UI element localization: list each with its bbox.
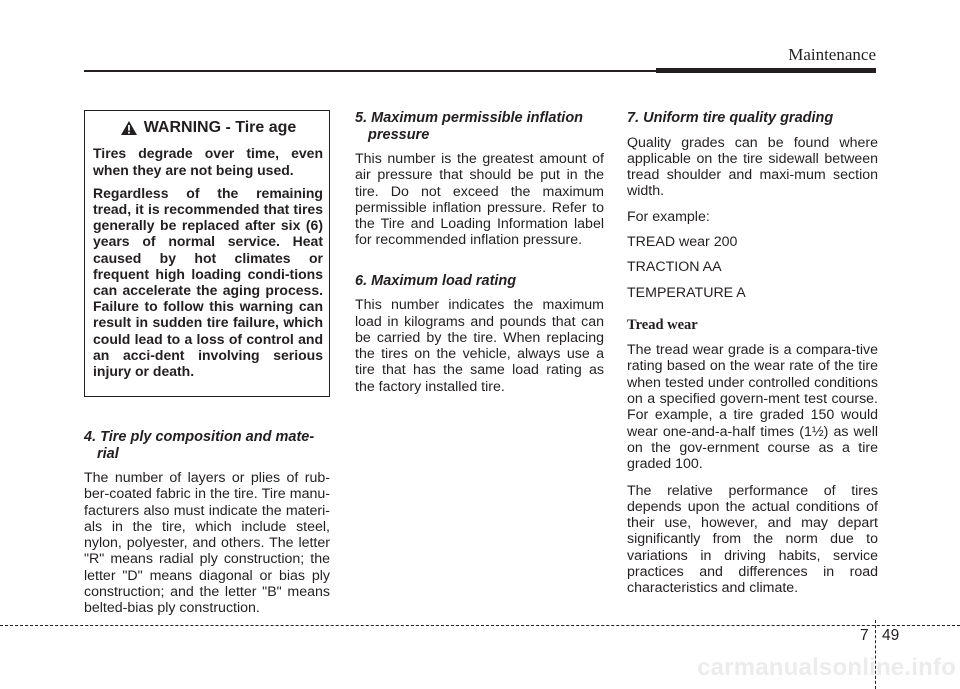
utqg-example: TEMPERATURE A <box>627 284 746 301</box>
utqg-example-label: For example: <box>627 208 710 225</box>
warning-triangle-icon <box>120 120 138 136</box>
section-heading-load: 6. Maximum load rating <box>355 272 517 289</box>
section-heading-inflation: 5. Maximum permissible inflation pressure <box>355 110 584 143</box>
warning-title <box>93 120 323 136</box>
warning-title-text: WARNING - Tire age <box>143 119 297 136</box>
page-number: 49 <box>882 627 900 644</box>
warning-paragraph: Regardless of the remaining tread, it is recommended that tires generally be replaced after six (6) years of normal service. Heat caused by hot climates or frequent high loading condi-tions can accelerate the aging process. Failure to follow this warning can result in sudden tire failure, which could lead to a loss of control and an acci-dent involving serious injury or death. <box>93 184 323 379</box>
tread-wear-body: The tread wear grade is a compara-tive rating based on the wear rate of the tire when tested under controlled conditions on a specified govern-ment test course. For example, a tire graded 150 would wear one-and-a-half times (1½) as well on the gov-ernment course as a tire graded 100. <box>627 342 878 473</box>
footer-rule <box>0 625 960 626</box>
utqg-example: TREAD wear 200 <box>627 233 738 250</box>
section-heading-utqg: 7. Uniform tire quality grading <box>627 110 834 126</box>
column-right <box>627 110 878 607</box>
utqg-intro: Quality grades can be found where applicable on the tire sidewall between tread shoulder and maxi-mum section width. <box>627 134 878 200</box>
section-body-ply: The number of layers or plies of rub-ber-coated fabric in the tire. Tire manu-facturers also must indicate the materi-als in the tire, which include steel, nylon, polyester, and others. The letter "R" means radial ply construction; the letter "D" means diagonal or bias ply construction; and the letter "B" means belted-bias ply construction. <box>84 470 330 617</box>
warning-box <box>84 110 330 397</box>
column-left <box>84 110 330 627</box>
utqg-example: TRACTION AA <box>627 259 722 276</box>
section-body-inflation: This number is the greatest amount of air pressure that should be put in the tire. Do not exceed the maximum permissible inflation pressure. Refer to the Tire and Loading Information label for recommended inflation pressure. <box>355 151 604 249</box>
header-rule-accent <box>656 68 876 73</box>
section-heading-ply: 4. Tire ply composition and mate-rial <box>84 429 315 462</box>
page-header-title: Maintenance <box>788 45 876 64</box>
tread-wear-subheading: Tread wear <box>627 316 698 333</box>
watermark: carmanualsonline.info <box>697 654 956 681</box>
column-middle <box>355 110 604 405</box>
chapter-number: 7 <box>860 627 869 644</box>
section-body-load: This number indicates the maximum load in kilograms and pounds that can be carried by the tire. When replacing the tires on the vehicle, always use a tire that has the same load rating as the factory installed tire. <box>355 297 604 395</box>
warning-paragraph: Tires degrade over time, even when they are not being used. <box>93 145 323 178</box>
performance-body: The relative performance of tires depends upon the actual conditions of their use, however, and may depart significantly from the norm due to variations in driving habits, service practices and differences in road characteristics and climate. <box>627 482 878 597</box>
